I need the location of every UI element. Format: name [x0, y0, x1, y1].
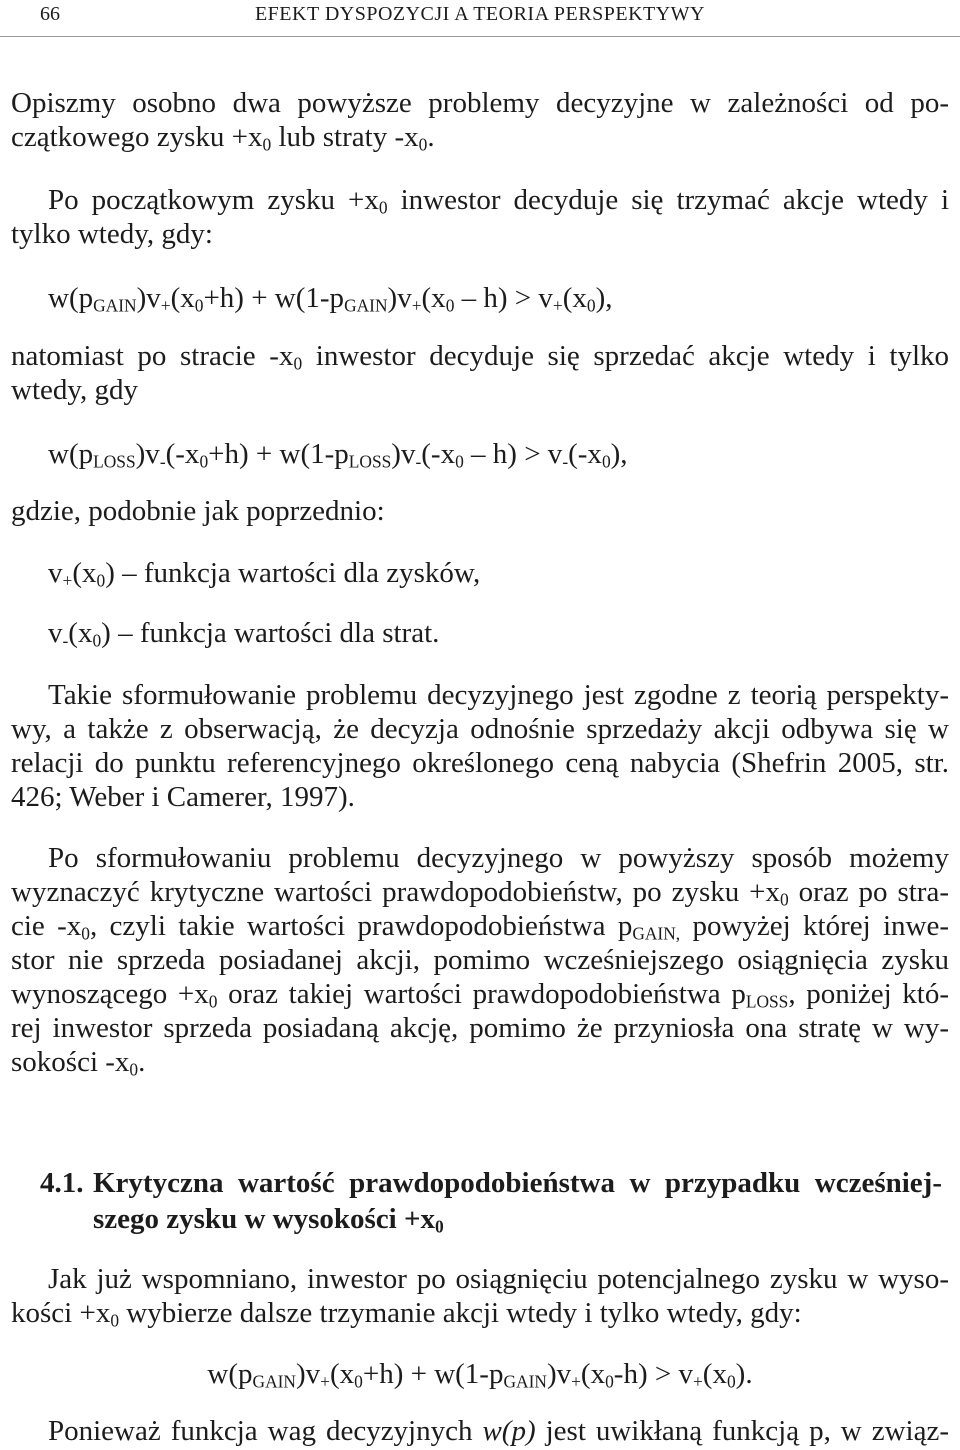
section-title-line-1: Krytyczna wartość prawdopodobieństwa w przypadku wcześniej- [93, 1167, 942, 1199]
paragraph-5-line-3: cie $-x_0$, czyli takie wartości prawdopodobieństwa $p_{GAIN,}$ powyżej której inwe- [11, 910, 949, 944]
page-header [0, 0, 960, 37]
paragraph-5-line-2: wyznaczyć krytyczne wartości prawdopodobieństw, po zysku $+x_0$ oraz po stra- [11, 876, 949, 910]
paragraph-7-line-1: Ponieważ funkcja wag decyzyjnych w(p) jest uwikłaną funkcją p, w związ- [48, 1415, 949, 1447]
paragraph-6-line-2: kości $+x_0$ wybierze dalsze trzymanie akcji wtedy i tylko wtedy, gdy: [11, 1297, 802, 1331]
paragraph-3-line-1: natomiast po stracie $-x_0$ inwestor decyduje się sprzedać akcje wtedy i tylko [11, 340, 950, 374]
paragraph-3-line-2: wtedy, gdy [11, 374, 138, 406]
page-number: 66 [40, 3, 60, 25]
paragraph-4-line-1: Takie sformułowanie problemu decyzyjnego jest zgodne z teorią perspekty- [48, 679, 949, 711]
definition-gain: $v_+(x_0)$ – funkcja wartości dla zysków, [48, 557, 481, 591]
paragraph-5-line-6: rej inwestor sprzeda posiadaną akcję, pomimo że przyniosła ona stratę w wy- [11, 1012, 949, 1044]
definition-loss: $v_-(x_0)$ – funkcja wartości dla strat. [48, 617, 440, 651]
formula-gain: $w(p_{GAIN})v_+(x_0+h) + w(1-p_{GAIN})v_+(x_0 - h) > v_+(x_0)$, [48, 282, 613, 316]
paragraph-6-line-1: Jak już wspomniano, inwestor po osiągnięciu potencjalnego zysku w wyso- [48, 1263, 949, 1295]
paragraph-5-line-1: Po sformułowaniu problemu decyzyjnego w powyższy sposób możemy [48, 842, 949, 874]
paragraph-5-line-5: wynoszącego $+x_0$ oraz takiej wartości prawdopodobieństwa $p_{LOSS}$, poniżej któ- [11, 978, 949, 1012]
paragraph-2-line-2: tylko wtedy, gdy: [11, 218, 213, 250]
paragraph-5-line-7: sokości $-x_0$. [11, 1046, 146, 1080]
section-number: 4.1. [40, 1167, 84, 1199]
where-line: gdzie, podobnie jak poprzednio: [11, 495, 385, 527]
paragraph-4-line-4: 426; Weber i Camerer, 1997). [11, 781, 355, 813]
section-title-line-2: szego zysku w wysokości $+x_0$ [93, 1203, 444, 1237]
paragraph-1-line-2: czątkowego zysku $+x_0$ lub straty $-x_0$. [11, 121, 435, 155]
section-heading [0, 1166, 960, 1236]
running-head: EFEKT DYSPOZYCJI A TEORIA PERSPEKTYWY [254, 3, 706, 25]
paragraph-1-line-1: Opiszmy osobno dwa powyższe problemy decyzyjne w zależności od po- [11, 87, 949, 119]
paragraph-4-line-2: wy, a także z obserwacją, że decyzja odnośnie sprzedaży akcji odbywa się w [11, 713, 949, 745]
paragraph-5-line-4: stor nie sprzeda posiadanej akcji, pomimo wcześniejszego osiągnięcia zysku [11, 944, 949, 976]
paragraph-4-line-3: relacji do punktu referencyjnego określonego ceną nabycia (Shefrin 2005, str. [11, 747, 949, 779]
formula-loss: $w(p_{LOSS})v_-(-x_0+h) + w(1-p_{LOSS})v_-(-x_0 - h) > v_-(-x_0)$, [48, 438, 628, 472]
formula-gain-2: $w(p_{GAIN})v_+(x_0+h) + w(1-p_{GAIN})v_+(x_0-h) > v_+(x_0)$. [207, 1358, 753, 1392]
paragraph-2-line-1: Po początkowym zysku $+x_0$ inwestor decyduje się trzymać akcje wtedy i [48, 184, 950, 218]
